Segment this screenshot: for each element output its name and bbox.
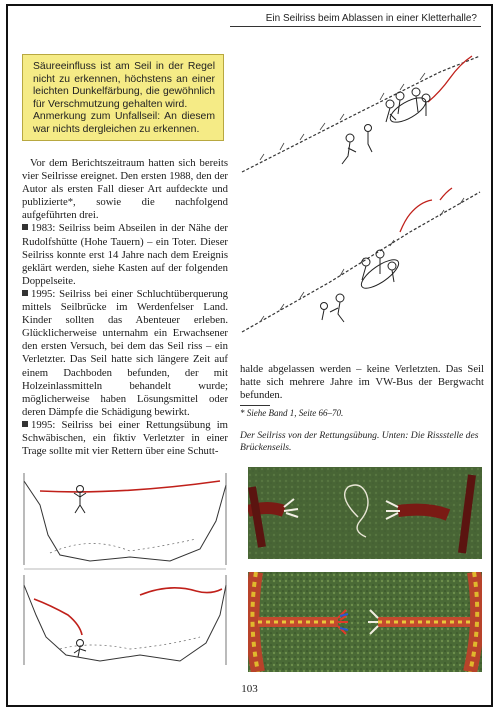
page-number: 103 bbox=[241, 683, 258, 695]
rope-break-photo bbox=[248, 572, 482, 672]
footnote: * Siehe Band 1, Seite 66–70. bbox=[240, 408, 344, 418]
list-item-text: 1983: Seilriss beim Abseilen in der Nähe der Rudolfshütte (Hohe Tauern) – ein Toter. Dieser Seilriss konnte erst 14 Jahre nach dem Ereignis geklärt werden, siehe Kasten auf der folgenden Doppelseite. bbox=[22, 222, 228, 287]
callout-box bbox=[22, 54, 224, 141]
intro-paragraph: Vor dem Berichtszeitraum hatten sich bereits vier Seilrisse ereignet. Den ersten 1988, den der Autor als ersten Fall dieser Art aufdeckte und publizierte*, sowie die nachfolgend aufgeführten drei. bbox=[22, 157, 228, 222]
page bbox=[6, 4, 493, 707]
footnote-rule bbox=[240, 405, 270, 406]
rescue-lowering-illustration bbox=[240, 52, 486, 352]
list-item-text: 1995: Seilriss bei einer Rettungsübung im Schwäbischen, ein fiktiv Verletzter in einer Trage sollte mit vier Rettern über eine Schutt- bbox=[22, 418, 228, 458]
right-text-column bbox=[240, 363, 484, 402]
running-header: Ein Seilriss beim Ablassen in einer Kletterhalle? bbox=[265, 13, 477, 24]
callout-text: Säureeinfluss ist am Seil in der Regel nicht zu erkennen, höchstens an einer leichten Dunkelfärbung, die gewöhnlich für Verschmutzung gehalten wird. bbox=[33, 61, 215, 110]
bullet-square-icon bbox=[22, 224, 28, 230]
figure-caption: Der Seilriss von der Rettungsübung. Unten: Die Rissstelle des Brückenseils. bbox=[240, 430, 479, 453]
list-item bbox=[22, 288, 228, 419]
main-text-column bbox=[22, 157, 228, 458]
torn-rope-photo bbox=[248, 467, 482, 559]
list-item bbox=[22, 419, 228, 458]
header-rule bbox=[230, 26, 481, 27]
list-item-text: 1995: Seilriss bei einer Schluchtüberquerung mittels Seilbrücke im Werdenfelser Land. Kinder sollten das Abenteuer erleben. Glücklicherweise unternahm ein Erwachsener den ersten Versuch, bei dem das Seil riss – ein Verletzter. Das Seil hatte sich längere Zeit auf einem Dachboden befunden, der mit Holzeinlassmitteln behandelt wurde; möglicherweise haben Lösungsmittel oder deren Dämpfe die Schädigung bewirkt. bbox=[22, 287, 228, 418]
callout-note: Anmerkung zum Unfallseil: An diesem war nichts dergleichen zu erkennen. bbox=[33, 111, 215, 135]
bullet-square-icon bbox=[22, 290, 28, 296]
list-item bbox=[22, 222, 228, 287]
rope-bridge-illustration bbox=[20, 465, 230, 671]
bullet-square-icon bbox=[22, 421, 28, 427]
continuation-paragraph: halde abgelassen werden – keine Verletzten. Das Seil hatte sich mehrere Jahre im VW-Bus der Bergwacht befunden. bbox=[240, 363, 484, 402]
